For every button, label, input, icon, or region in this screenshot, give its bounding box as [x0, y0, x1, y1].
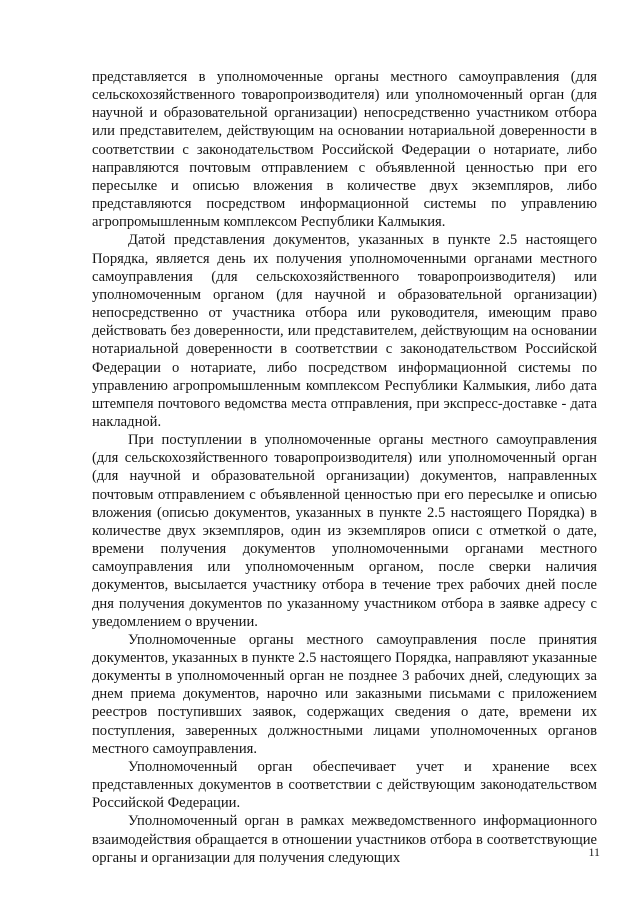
paragraph-postal-receipt: При поступлении в уполномоченные органы местного самоуправления (для сельскохозяйственного товаропроизводителя) или уполномоченный орган (для научной и образовательной организации) документов, направленных почтовым отправлением с объявленной ценностью при его пересылке и описью вложения (описью документов, указанных в пункте 2.5 настоящего Порядка) в количестве двух экземпляров, один из экземпляров описи с отметкой о дате, времени получения документов уполномоченными органами местного самоуправления или уполномоченным органом, после сверки наличия документов, высылается участнику отбора в течение трех рабочих дней после дня получения документов по указанному участником отбора в заявке адресу с уведомлением о вручении. [92, 432, 597, 630]
page-number: 11 [588, 845, 600, 859]
paragraph-interagency-request: Уполномоченный орган в рамках межведомственного информационного взаимодействия обращается в отношении участников отбора в соответствующие органы и организации для получения следующих [92, 813, 597, 866]
paragraph-document-storage: Уполномоченный орган обеспечивает учет и хранение всех представленных документов в соответствии с действующим законодательством Российской Федерации. [92, 758, 597, 812]
paragraph-submission-date: Датой представления документов, указанных в пункте 2.5 настоящего Порядка, является день их получения уполномоченными органами местного самоуправления (для сельскохозяйственного товаропроизводителя) или уполномоченным органом (для научной и образовательной организации) непосредственно от участника отбора или руководителя, имеющим право действовать без доверенности, или представителем, действующим на основании нотариальной доверенности в соответствии с законодательством Российской Федерации о нотариате, либо посредством информационной системы по управлению агропромышленным комплексом Республики Калмыкия, либо дата штемпеля почтового ведомства места отправления, при экспресс-доставке - дата накладной. [92, 232, 597, 430]
paragraph-forwarding-documents: Уполномоченные органы местного самоуправления после принятия документов, указанных в пункте 2.5 настоящего Порядка, направляют указанные документы в уполномоченный орган не позднее 3 рабочих дней, следующих за днем приема документов, нарочно или заказными письмами с приложением реестров поступивших заявок, содержащих сведения о дате, времени их поступления, заверенных должностными лицами уполномоченных органов местного самоуправления. [92, 631, 597, 757]
paragraph-continuation: представляется в уполномоченные органы местного самоуправления (для сельскохозяйственного товаропроизводителя) или уполномоченный орган (для научной и образовательной организации) непосредственно участником отбора или представителем, действующим на основании нотариальной доверенности в соответствии с законодательством Российской Федерации о нотариате, либо направляются почтовым отправлением с объявленной ценностью при его пересылке и описью вложения в количестве двух экземпляров, либо представляются посредством информационной системы по управлению агропромышленным комплексом Республики Калмыкия. [92, 69, 597, 231]
document-body [92, 68, 597, 867]
